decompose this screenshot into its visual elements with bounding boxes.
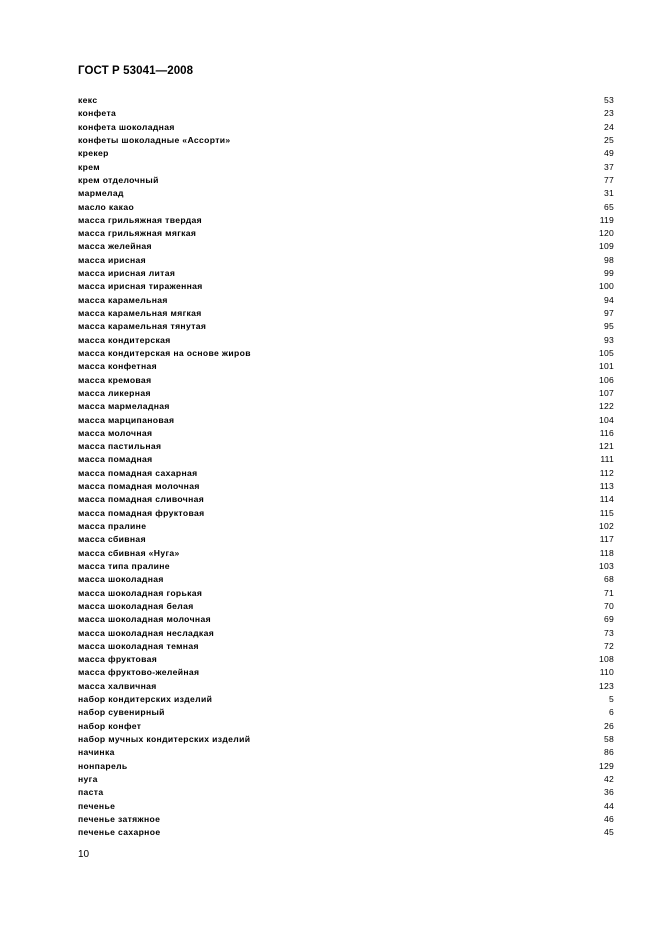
index-page-ref: 44 (604, 800, 614, 811)
index-page-ref: 72 (604, 640, 614, 651)
alphabetical-index (78, 94, 614, 840)
index-term: крем отделочный (78, 174, 159, 185)
index-page-ref: 26 (604, 720, 614, 731)
index-term: масса помадная фруктовая (78, 507, 205, 518)
index-page-ref: 6 (609, 707, 614, 718)
index-term: набор кондитерских изделий (78, 694, 213, 705)
index-entry (78, 467, 614, 480)
index-term: печенье сахарное (78, 827, 161, 838)
index-term: масса конфетная (78, 361, 157, 372)
index-page-ref: 123 (599, 680, 614, 691)
index-entry (78, 254, 614, 267)
index-entry (78, 666, 614, 679)
index-entry (78, 786, 614, 799)
index-entry (78, 733, 614, 746)
index-term: масса карамельная (78, 294, 168, 305)
index-term: набор мучных кондитерских изделий (78, 734, 251, 744)
index-term: масса кондитерская (78, 334, 171, 345)
index-page-ref: 71 (604, 587, 614, 598)
index-page-ref: 5 (609, 694, 614, 705)
index-page-ref: 58 (604, 734, 614, 744)
index-entry (78, 533, 614, 546)
index-term: печенье затяжное (78, 813, 161, 824)
index-entry (78, 320, 614, 333)
index-term: масса халвичная (78, 680, 157, 691)
index-entry (78, 360, 614, 373)
index-term: масса шоколадная горькая (78, 587, 203, 598)
index-entry (78, 520, 614, 533)
index-entry (78, 174, 614, 187)
index-page-ref: 42 (604, 773, 614, 784)
index-entry (78, 214, 614, 227)
index-term: масса молочная (78, 427, 153, 438)
index-page-ref: 77 (604, 174, 614, 185)
index-page-ref: 68 (604, 574, 614, 585)
index-term: конфета (78, 108, 117, 119)
index-term: паста (78, 787, 104, 798)
index-entry (78, 400, 614, 413)
index-page-ref: 109 (599, 241, 614, 252)
index-page-ref: 120 (599, 228, 614, 239)
index-term: масса шоколадная несладкая (78, 627, 215, 638)
index-entry (78, 613, 614, 626)
index-entry (78, 813, 614, 826)
index-term: масса сбивная (78, 534, 146, 545)
index-term: масса кремовая (78, 374, 152, 385)
index-page-ref: 31 (604, 188, 614, 199)
index-term: набор сувенирный (78, 707, 165, 718)
index-entry (78, 587, 614, 600)
index-page-ref: 104 (599, 414, 614, 425)
index-page-ref: 23 (604, 108, 614, 119)
index-term: масса мармеладная (78, 401, 170, 412)
index-page-ref: 93 (604, 334, 614, 345)
index-page-ref: 107 (599, 387, 614, 398)
index-entry (78, 653, 614, 666)
index-entry (78, 826, 614, 839)
index-entry (78, 334, 614, 347)
index-entry (78, 161, 614, 174)
index-page-ref: 99 (604, 268, 614, 279)
index-entry (78, 480, 614, 493)
index-page-ref: 73 (604, 627, 614, 638)
index-term: масса карамельная мягкая (78, 308, 202, 318)
index-term: масса фруктовая (78, 654, 158, 665)
index-term: масса карамельная тянутая (78, 321, 207, 332)
index-entry (78, 640, 614, 653)
index-page-ref: 49 (604, 148, 614, 159)
index-entry (78, 493, 614, 506)
index-page-ref: 106 (599, 374, 614, 385)
index-page-ref: 45 (604, 827, 614, 838)
index-entry (78, 560, 614, 573)
index-term: мармелад (78, 188, 124, 199)
index-page-ref: 129 (599, 760, 614, 771)
index-term: масса желейная (78, 241, 152, 252)
index-page-ref: 111 (600, 454, 614, 465)
index-page-ref: 108 (599, 654, 614, 665)
index-page-ref: 103 (599, 560, 614, 571)
index-page-ref: 86 (604, 747, 614, 758)
index-entry (78, 187, 614, 200)
index-term: масса пралине (78, 521, 147, 531)
index-term: нуга (78, 773, 98, 784)
index-entry (78, 134, 614, 147)
index-entry (78, 547, 614, 560)
index-term: крем (78, 161, 100, 172)
index-page-ref: 24 (604, 121, 614, 132)
index-page-ref: 37 (604, 161, 614, 172)
index-entry (78, 507, 614, 520)
index-term: масса шоколадная темная (78, 640, 199, 651)
index-page-ref: 101 (599, 361, 614, 372)
index-term: нонпарель (78, 760, 128, 771)
index-page-ref: 36 (604, 787, 614, 798)
index-entry (78, 680, 614, 693)
index-page-ref: 121 (599, 441, 614, 452)
index-term: масса шоколадная молочная (78, 614, 211, 625)
page-number: 10 (78, 849, 90, 860)
index-entry (78, 760, 614, 773)
index-term: масса помадная сливочная (78, 494, 205, 505)
index-entry (78, 94, 614, 107)
index-entry (78, 440, 614, 453)
index-term: масса ликерная (78, 387, 151, 398)
index-entry (78, 201, 614, 214)
index-entry (78, 453, 614, 466)
index-entry (78, 347, 614, 360)
index-page-ref: 46 (604, 813, 614, 824)
index-term: масса помадная (78, 454, 153, 465)
index-term: масса грильяжная твердая (78, 214, 203, 225)
index-entry (78, 573, 614, 586)
index-page-ref: 110 (599, 667, 614, 678)
index-page-ref: 114 (599, 494, 614, 505)
index-entry (78, 121, 614, 134)
index-term: масса ирисная (78, 254, 146, 265)
index-page-ref: 97 (604, 308, 614, 318)
index-term: масса кондитерская на основе жиров (78, 347, 251, 358)
index-entry (78, 294, 614, 307)
index-page-ref: 116 (599, 427, 614, 438)
index-term: масса пастильная (78, 441, 162, 452)
index-term: крекер (78, 148, 109, 159)
index-term: масса помадная молочная (78, 481, 200, 492)
index-entry (78, 107, 614, 120)
index-page-ref: 69 (604, 614, 614, 625)
index-entry (78, 746, 614, 759)
index-page-ref: 115 (599, 507, 614, 518)
index-term: масса марципановая (78, 414, 175, 425)
index-term: масло какао (78, 201, 135, 212)
index-term: конфеты шоколадные «Ассорти» (78, 134, 231, 145)
index-entry (78, 720, 614, 733)
index-entry (78, 693, 614, 706)
index-page-ref: 105 (599, 347, 614, 358)
index-page-ref: 65 (604, 201, 614, 212)
index-entry (78, 414, 614, 427)
index-entry (78, 227, 614, 240)
index-page-ref: 113 (599, 481, 614, 492)
index-term: масса грильяжная мягкая (78, 228, 197, 239)
index-entry (78, 147, 614, 160)
index-entry (78, 627, 614, 640)
index-term: набор конфет (78, 720, 142, 731)
index-entry (78, 267, 614, 280)
index-entry (78, 280, 614, 293)
document-header: ГОСТ Р 53041—2008 (78, 65, 194, 77)
index-entry (78, 240, 614, 253)
index-term: конфета шоколадная (78, 121, 175, 132)
index-term: масса ирисная литая (78, 268, 176, 279)
index-page-ref: 102 (599, 521, 614, 531)
index-page-ref: 112 (599, 467, 614, 478)
index-term: масса фруктово-желейная (78, 667, 200, 678)
index-entry (78, 387, 614, 400)
index-page-ref: 98 (604, 254, 614, 265)
index-page-ref: 94 (604, 294, 614, 305)
index-term: масса типа пралине (78, 560, 170, 571)
index-term: масса помадная сахарная (78, 467, 198, 478)
index-entry (78, 800, 614, 813)
index-page-ref: 117 (599, 534, 614, 545)
index-page-ref: 53 (604, 95, 614, 105)
index-page-ref: 122 (599, 401, 614, 412)
index-entry (78, 307, 614, 320)
index-page-ref: 70 (604, 600, 614, 611)
index-entry (78, 600, 614, 613)
index-term: масса шоколадная белая (78, 600, 194, 611)
index-term: масса шоколадная (78, 574, 164, 585)
index-entry (78, 427, 614, 440)
index-entry (78, 374, 614, 387)
index-page-ref: 25 (604, 134, 614, 145)
index-page-ref: 118 (599, 547, 614, 558)
index-entry (78, 773, 614, 786)
index-term: начинка (78, 747, 115, 758)
index-entry (78, 706, 614, 719)
index-page-ref: 95 (604, 321, 614, 332)
index-page-ref: 119 (599, 214, 614, 225)
index-term: масса ирисная тираженная (78, 281, 203, 292)
index-term: кекс (78, 95, 98, 105)
index-page-ref: 100 (599, 281, 614, 292)
index-term: печенье (78, 800, 116, 811)
index-term: масса сбивная «Нуга» (78, 547, 180, 558)
